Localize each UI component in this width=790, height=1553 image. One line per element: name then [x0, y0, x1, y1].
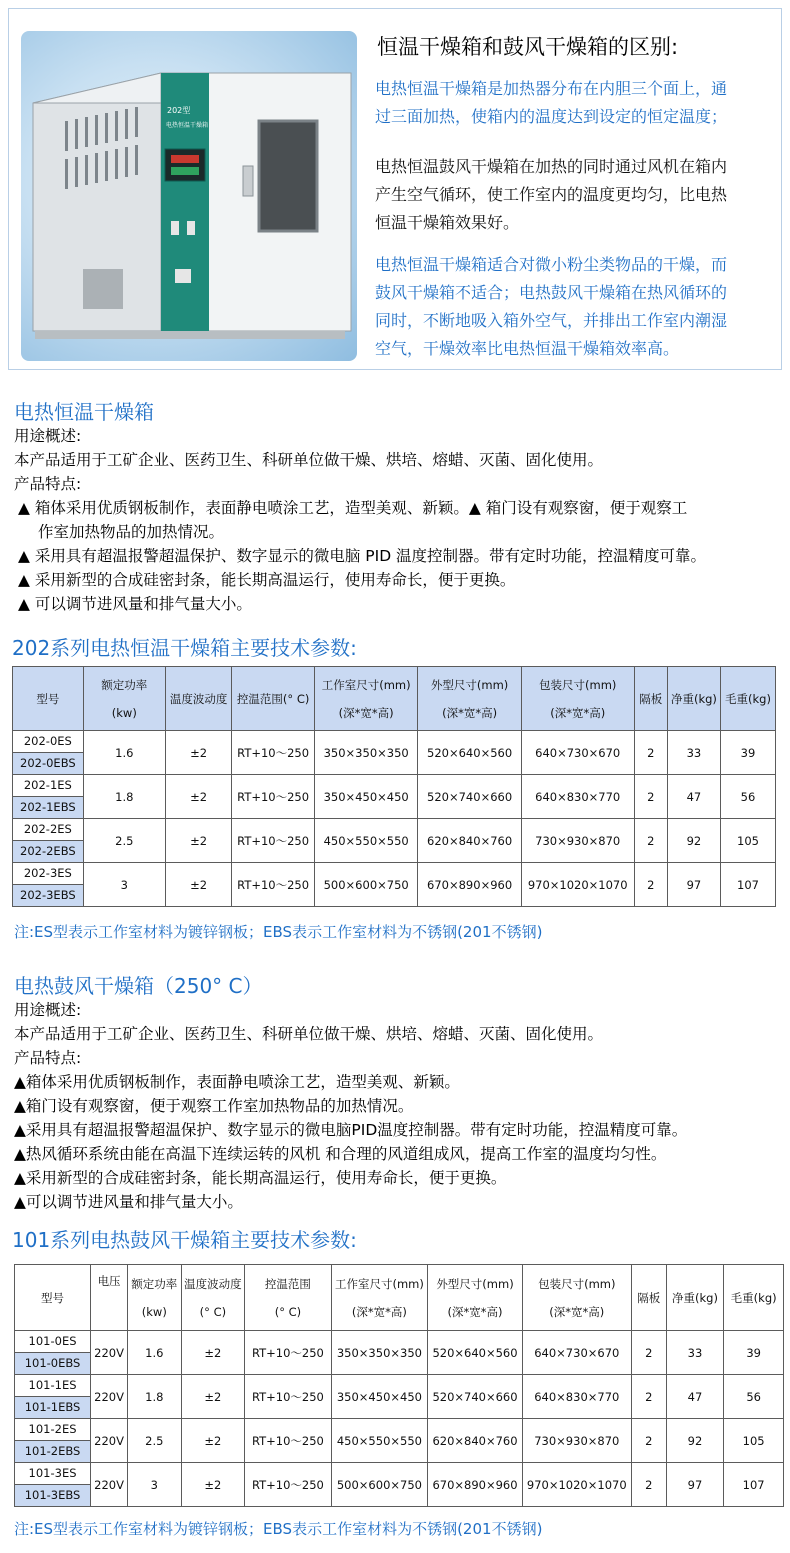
header-line: (深*宽*高) [442, 705, 498, 720]
pack-cell: 970×1020×1070 [522, 1463, 631, 1507]
text-line: 产生空气循环，使工作室内的温度更均匀，比电热 [375, 185, 728, 204]
outer-cell: 670×890×960 [428, 1463, 523, 1507]
section1-feature: ▲ 采用新型的合成硅密封条，能长期高温运行，使用寿命长，便于更换。 [18, 571, 516, 589]
header-gross-weight: 毛重(kg) [720, 667, 775, 731]
outer-cell: 520×640×560 [418, 731, 521, 775]
model-cell [15, 1331, 91, 1375]
header-power [128, 1265, 181, 1331]
table2-title: 101系列电热鼓风干燥箱主要技术参数: [12, 1228, 357, 1252]
header-line: 外型尺寸(mm) [436, 1276, 514, 1291]
product-name-label: 电热恒温干燥箱 [166, 122, 209, 129]
net-cell: 92 [666, 1419, 724, 1463]
header-line: 包装尺寸(mm) [539, 677, 617, 692]
fluct-cell: ±2 [165, 775, 231, 819]
table-row [15, 1375, 784, 1419]
net-cell: 33 [666, 1331, 724, 1375]
work-cell: 500×600×750 [331, 1463, 428, 1507]
gross-cell: 107 [724, 1463, 784, 1507]
model-cell [15, 1375, 91, 1419]
section2-feature: ▲可以调节进风量和排气量大小。 [14, 1193, 243, 1211]
power-cell: 2.5 [128, 1419, 181, 1463]
net-cell: 92 [667, 819, 720, 863]
gross-cell: 56 [724, 1375, 784, 1419]
table-row [13, 863, 776, 907]
work-cell: 350×450×450 [331, 1375, 428, 1419]
table-row [13, 775, 776, 819]
gross-cell: 39 [720, 731, 775, 775]
fluct-cell: ±2 [165, 819, 231, 863]
model-ebs: 101-3EBS [15, 1485, 90, 1506]
work-cell: 450×550×550 [331, 1419, 428, 1463]
outer-cell: 670×890×960 [418, 863, 521, 907]
hero-paragraph-2 [375, 153, 779, 237]
header-pack-size [522, 1265, 631, 1331]
section2-feature: ▲采用具有超温报警超温保护、数字显示的微电脑PID温度控制器。带有定时功能，控温精度可靠。 [14, 1121, 688, 1139]
voltage-cell: 220V [91, 1463, 128, 1507]
fluct-cell: ±2 [181, 1463, 245, 1507]
header-pack-size [521, 667, 634, 731]
drying-oven-illustration [21, 31, 357, 361]
gross-cell: 56 [720, 775, 775, 819]
power-cell: 2.5 [83, 819, 165, 863]
model-cell [13, 731, 84, 775]
voltage-cell: 220V [91, 1375, 128, 1419]
header-line: (深*宽*高) [338, 705, 394, 720]
work-cell: 500×600×750 [314, 863, 417, 907]
range-cell: RT+10～250 [245, 1331, 331, 1375]
fluct-cell: ±2 [181, 1331, 245, 1375]
header-line: (° C) [274, 1304, 302, 1319]
model-es: 202-1ES [13, 775, 83, 797]
fluct-cell: ±2 [165, 731, 231, 775]
work-cell: 450×550×550 [314, 819, 417, 863]
table-row [15, 1419, 784, 1463]
range-cell: RT+10～250 [232, 863, 315, 907]
text-line: 同时，不断地吸入箱外空气，并排出工作室内潮湿 [375, 311, 728, 330]
shelf-cell: 2 [634, 731, 667, 775]
model-es: 202-2ES [13, 819, 83, 841]
header-model: 型号 [15, 1265, 91, 1331]
header-line: 包装尺寸(mm) [538, 1276, 616, 1291]
section2-feature: ▲热风循环系统由能在高温下连续运转的风机 和合理的风道组成风，提高工作室的温度均匀性。 [14, 1145, 667, 1163]
hero-title: 恒温干燥箱和鼓风干燥箱的区别: [377, 35, 679, 59]
gross-cell: 39 [724, 1331, 784, 1375]
range-cell: RT+10～250 [245, 1463, 331, 1507]
net-cell: 47 [667, 775, 720, 819]
range-cell: RT+10～250 [232, 775, 315, 819]
header-work-size [331, 1265, 428, 1331]
text-line: 恒温干燥箱效果好。 [375, 213, 520, 232]
hero-panel [8, 8, 782, 370]
range-cell: RT+10～250 [245, 1419, 331, 1463]
header-line: 额定功率 [131, 1276, 178, 1291]
text-line: 电热恒温干燥箱是加热器分布在内胆三个面上，通 [375, 79, 728, 98]
work-cell: 350×350×350 [331, 1331, 428, 1375]
range-cell: RT+10～250 [232, 819, 315, 863]
model-ebs: 202-1EBS [13, 797, 83, 818]
table1-title: 202系列电热恒温干燥箱主要技术参数: [12, 636, 357, 660]
header-shelf: 隔板 [631, 1265, 666, 1331]
section1-feature: ▲ 可以调节进风量和排气量大小。 [18, 595, 252, 613]
header-line: 控温范围 [264, 1276, 311, 1291]
pack-cell: 640×730×670 [522, 1331, 631, 1375]
net-cell: 33 [667, 731, 720, 775]
model-ebs: 101-0EBS [15, 1353, 90, 1374]
net-cell: 47 [666, 1375, 724, 1419]
outer-cell: 520×740×660 [428, 1375, 523, 1419]
header-line: 外型尺寸(mm) [430, 677, 509, 692]
text-line: 鼓风干燥箱不适合；电热鼓风干燥箱在热风循环的 [375, 283, 728, 302]
header-line: (深*宽*高) [351, 1304, 407, 1319]
header-line: 工作室尺寸(mm) [334, 1276, 424, 1291]
section2-feature: ▲箱体采用优质钢板制作，表面静电喷涂工艺，造型美观、新颖。 [14, 1073, 460, 1091]
model-es: 101-0ES [15, 1331, 90, 1353]
outer-cell: 520×740×660 [418, 775, 521, 819]
shelf-cell: 2 [631, 1419, 666, 1463]
range-cell: RT+10～250 [245, 1375, 331, 1419]
header-line: (深*宽*高) [550, 705, 606, 720]
range-cell: RT+10～250 [232, 731, 315, 775]
power-cell: 1.8 [83, 775, 165, 819]
header-shelf: 隔板 [634, 667, 667, 731]
header-line: 工作室尺寸(mm) [321, 677, 411, 692]
product-model-label: 202型 [167, 106, 191, 115]
section1-usage-label: 用途概述: [14, 427, 82, 445]
table1-header-row [13, 667, 776, 731]
text-line: 空气，干燥效率比电热恒温干燥箱效率高。 [375, 339, 680, 358]
outer-cell: 520×640×560 [428, 1331, 523, 1375]
header-line: (kw) [141, 1304, 167, 1319]
fluct-cell: ±2 [181, 1419, 245, 1463]
header-line: (深*宽*高) [549, 1304, 605, 1319]
table-row [15, 1331, 784, 1375]
power-cell: 1.8 [128, 1375, 181, 1419]
hero-paragraph-1 [375, 75, 779, 131]
pack-cell: 730×930×870 [521, 819, 634, 863]
outer-cell: 620×840×760 [428, 1419, 523, 1463]
header-net-weight: 净重(kg) [666, 1265, 724, 1331]
header-outer-size [418, 667, 521, 731]
model-es: 101-3ES [15, 1463, 90, 1485]
model-es: 202-3ES [13, 863, 83, 885]
header-line: (深*宽*高) [447, 1304, 503, 1319]
shelf-cell: 2 [634, 819, 667, 863]
product-photo [21, 31, 357, 361]
hero-paragraph-3 [375, 251, 779, 363]
section2-feature: ▲箱门设有观察窗，便于观察工作室加热物品的加热情况。 [14, 1097, 414, 1115]
model-ebs: 101-2EBS [15, 1441, 90, 1462]
section2-usage-text: 本产品适用于工矿企业、医药卫生、科研单位做干燥、烘培、熔蜡、灭菌、固化使用。 [14, 1025, 604, 1043]
power-cell: 3 [128, 1463, 181, 1507]
section1-feature: 作室加热物品的加热情况。 [38, 523, 225, 541]
header-line: 温度波动度 [184, 1276, 242, 1291]
section2-feature: ▲采用新型的合成硅密封条，能长期高温运行，使用寿命长，便于更换。 [14, 1169, 507, 1187]
section1-feature: ▲ 箱体采用优质钢板制作，表面静电喷涂工艺，造型美观、新颖。▲ 箱门设有观察窗，便于观察工 [18, 499, 688, 517]
pack-cell: 730×930×870 [522, 1419, 631, 1463]
header-net-weight: 净重(kg) [667, 667, 720, 731]
work-cell: 350×450×450 [314, 775, 417, 819]
gross-cell: 105 [720, 819, 775, 863]
section1-usage-text: 本产品适用于工矿企业、医药卫生、科研单位做干燥、烘培、熔蜡、灭菌、固化使用。 [14, 451, 604, 469]
section2-title: 电热鼓风干燥箱（250° C） [14, 974, 263, 998]
table-row [13, 731, 776, 775]
power-cell: 1.6 [128, 1331, 181, 1375]
header-work-size [314, 667, 417, 731]
text-line: 电热恒温鼓风干燥箱在加热的同时通过风机在箱内 [375, 157, 728, 176]
net-cell: 97 [666, 1463, 724, 1507]
pack-cell: 640×830×770 [522, 1375, 631, 1419]
gross-cell: 107 [720, 863, 775, 907]
text-line: 过三面加热，使箱内的温度达到设定的恒定温度； [375, 107, 728, 126]
header-range: 控温范围(° C) [232, 667, 315, 731]
model-cell [13, 775, 84, 819]
header-line: 额定功率 [101, 677, 148, 692]
model-es: 202-0ES [13, 731, 83, 753]
header-power [83, 667, 165, 731]
shelf-cell: 2 [631, 1331, 666, 1375]
work-cell: 350×350×350 [314, 731, 417, 775]
model-cell [13, 819, 84, 863]
model-cell [15, 1419, 91, 1463]
gross-cell: 105 [724, 1419, 784, 1463]
fluct-cell: ±2 [165, 863, 231, 907]
model-cell [15, 1463, 91, 1507]
table2 [14, 1264, 784, 1507]
table1 [12, 666, 776, 907]
model-ebs: 202-3EBS [13, 885, 83, 906]
voltage-cell: 220V [91, 1419, 128, 1463]
model-cell [13, 863, 84, 907]
power-cell: 3 [83, 863, 165, 907]
table1-note: 注:ES型表示工作室材料为镀锌钢板；EBS表示工作室材料为不锈钢(201不锈钢) [14, 923, 543, 941]
header-gross-weight: 毛重(kg) [724, 1265, 784, 1331]
section2-usage-label: 用途概述: [14, 1001, 82, 1019]
header-line: (kw) [111, 705, 137, 720]
table-row [15, 1463, 784, 1507]
header-fluctuation: 温度波动度 [165, 667, 231, 731]
model-es: 101-1ES [15, 1375, 90, 1397]
table-row [13, 819, 776, 863]
section1-title: 电热恒温干燥箱 [14, 400, 154, 424]
section1-features-label: 产品特点: [14, 475, 82, 493]
table2-header-row [15, 1265, 784, 1331]
pack-cell: 640×730×670 [521, 731, 634, 775]
shelf-cell: 2 [631, 1375, 666, 1419]
shelf-cell: 2 [634, 775, 667, 819]
model-es: 101-2ES [15, 1419, 90, 1441]
pack-cell: 640×830×770 [521, 775, 634, 819]
voltage-cell: 220V [91, 1331, 128, 1375]
net-cell: 97 [667, 863, 720, 907]
model-ebs: 202-0EBS [13, 753, 83, 774]
pack-cell: 970×1020×1070 [521, 863, 634, 907]
table2-note: 注:ES型表示工作室材料为镀锌钢板；EBS表示工作室材料为不锈钢(201不锈钢) [14, 1520, 543, 1538]
header-line: (° C) [199, 1304, 227, 1319]
section1-feature: ▲ 采用具有超温报警超温保护、数字显示的微电脑 PID 温度控制器。带有定时功能，控温精度可靠。 [18, 547, 707, 565]
header-fluctuation [181, 1265, 245, 1331]
power-cell: 1.6 [83, 731, 165, 775]
header-voltage: 电压 [91, 1265, 128, 1331]
section2-features-label: 产品特点: [14, 1049, 82, 1067]
text-line: 电热恒温干燥箱适合对微小粉尘类物品的干燥，而 [375, 255, 728, 274]
outer-cell: 620×840×760 [418, 819, 521, 863]
header-model: 型号 [13, 667, 84, 731]
header-outer-size [428, 1265, 523, 1331]
header-range [245, 1265, 331, 1331]
shelf-cell: 2 [631, 1463, 666, 1507]
shelf-cell: 2 [634, 863, 667, 907]
fluct-cell: ±2 [181, 1375, 245, 1419]
model-ebs: 202-2EBS [13, 841, 83, 862]
model-ebs: 101-1EBS [15, 1397, 90, 1418]
